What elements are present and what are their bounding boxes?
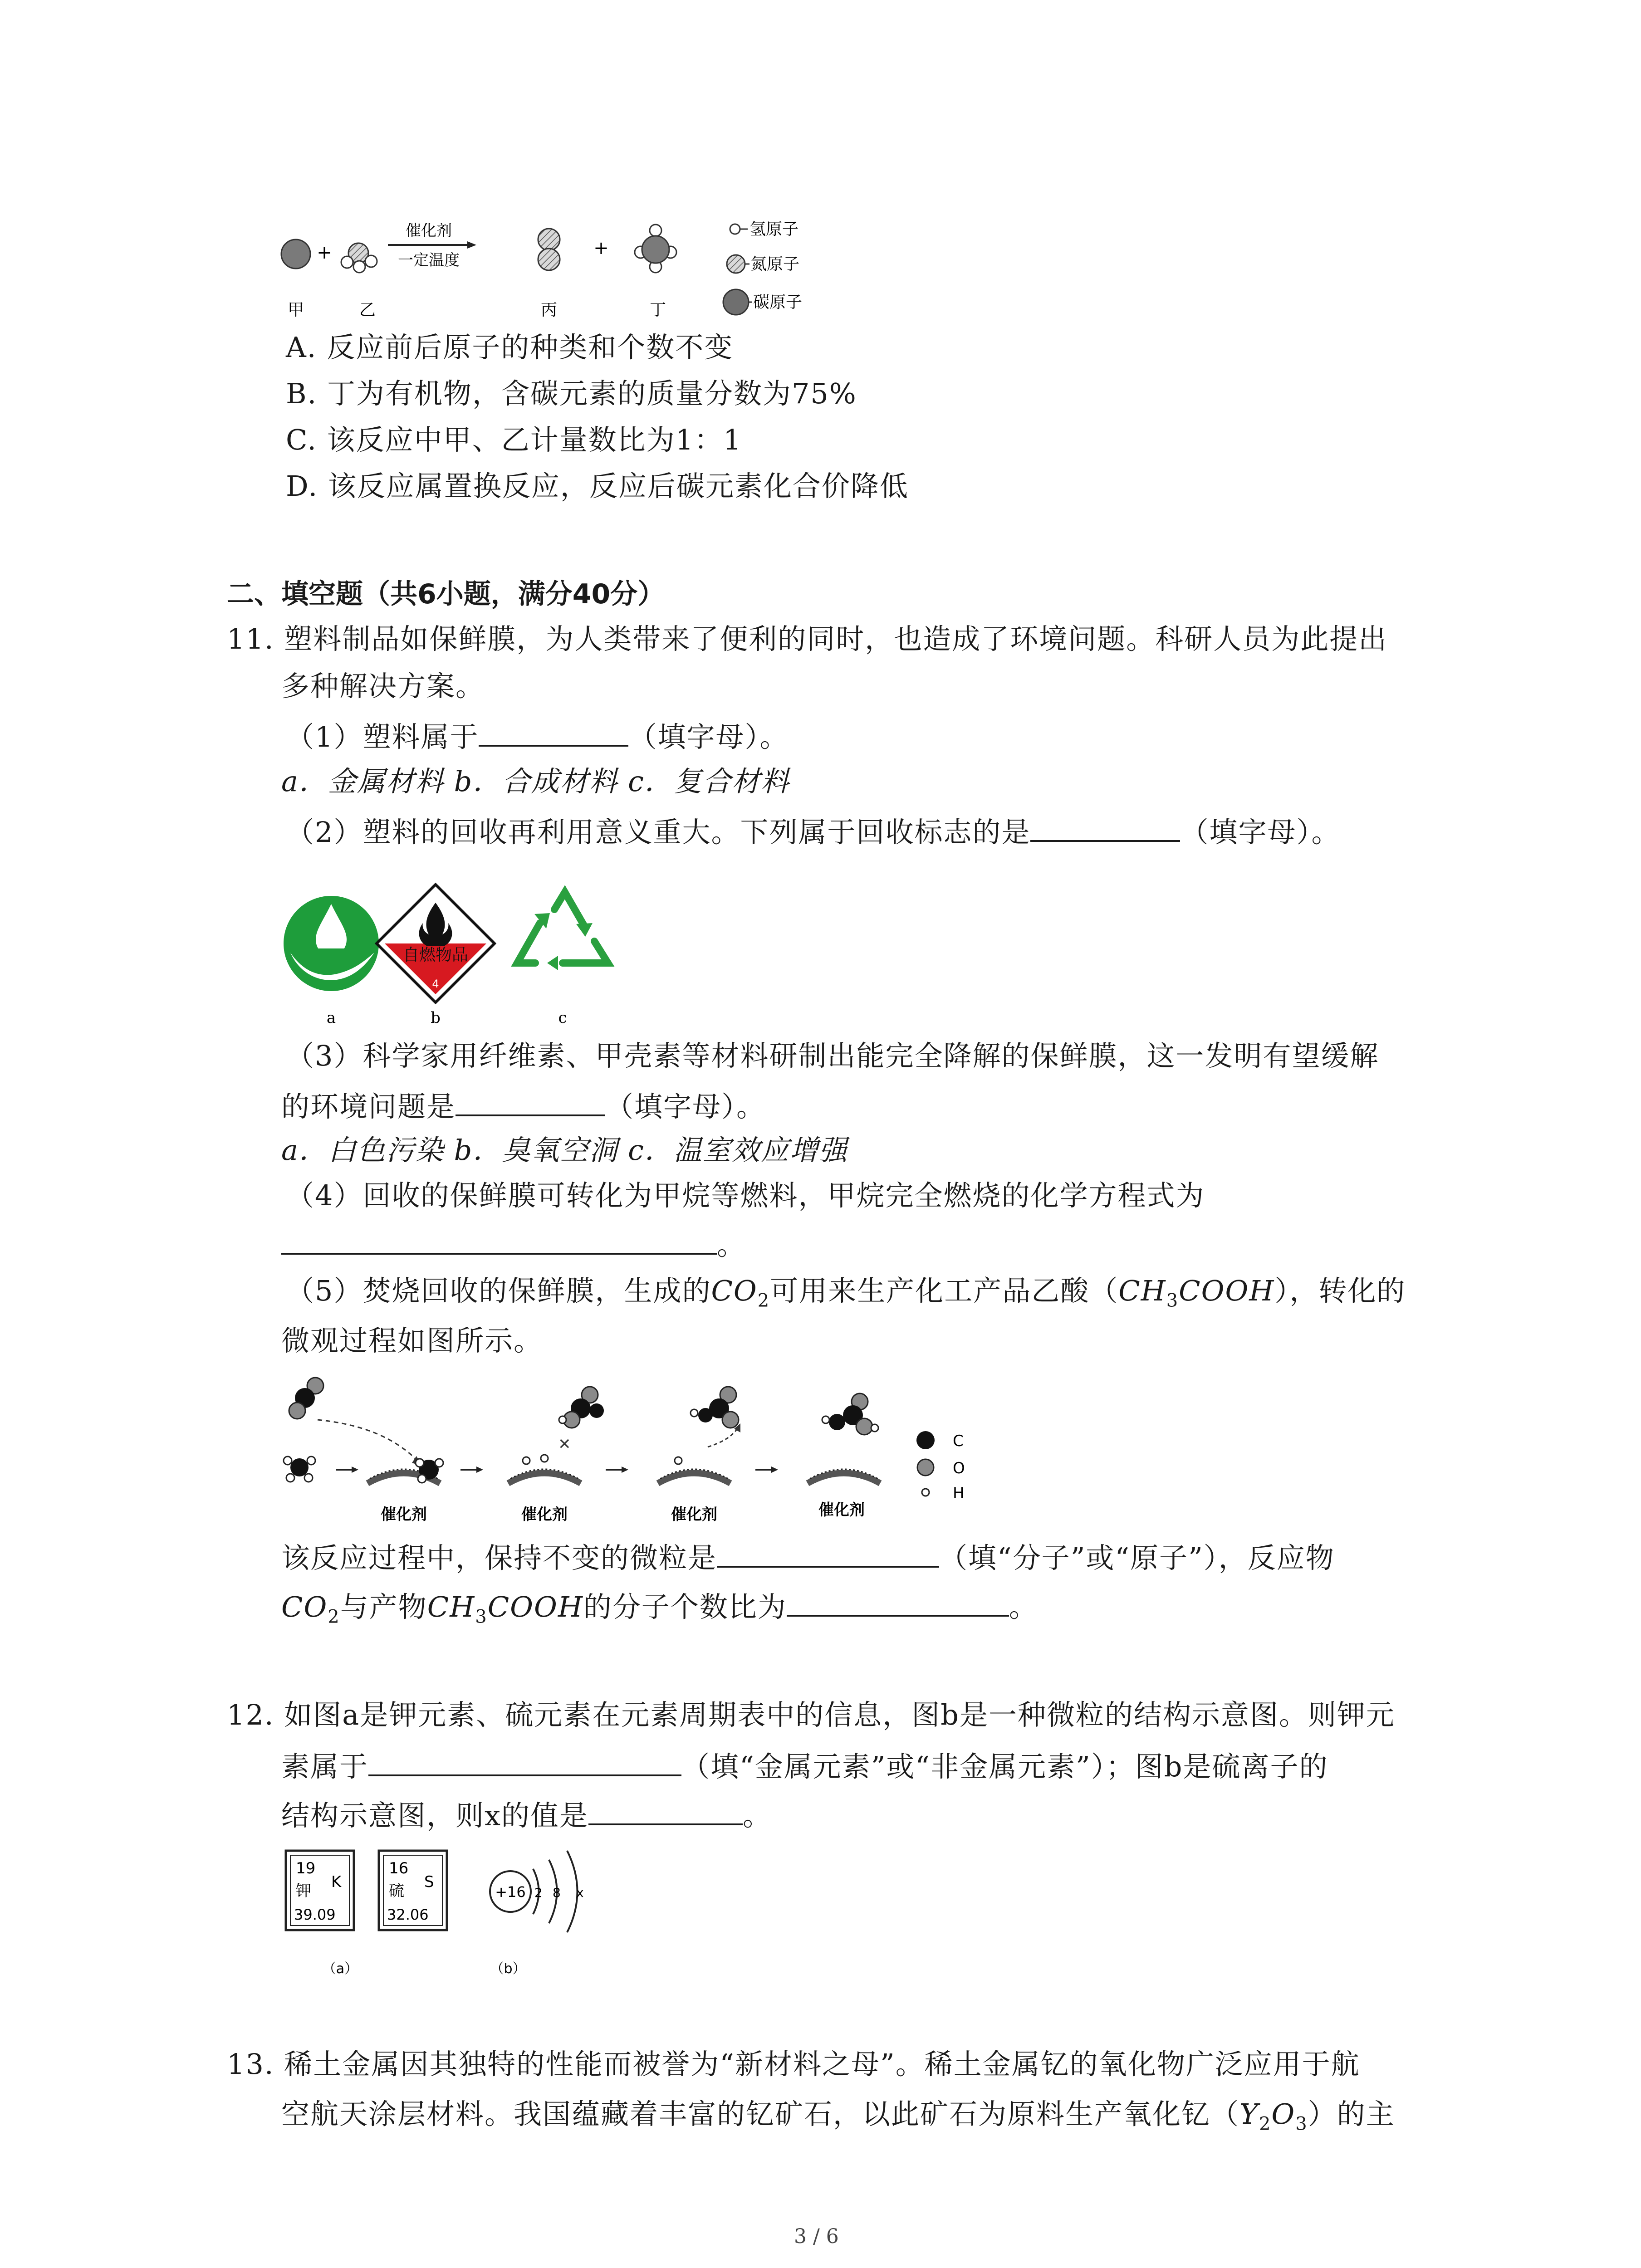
sign-label-b: b: [431, 1009, 441, 1027]
answer-blank[interactable]: [1030, 816, 1180, 842]
sign-label-c: c: [558, 1009, 567, 1027]
q13-line2: 空航天涂层材料。我国蕴藏着丰富的钇矿石，以此矿石为原料生产氧化钇$(Y_2O_3)$的主: [281, 2097, 1395, 2135]
q11-part3-options: a．白色污染 b．臭氧空洞 c．温室效应增强: [281, 1134, 848, 1167]
potassium-element-card: [286, 1851, 354, 1930]
jia-carbon-atom: [281, 240, 310, 269]
bing-molecule: [538, 229, 560, 270]
q11-part1-options: a．金属材料 b．合成材料 c．复合材料: [281, 765, 790, 798]
q12-line1: 12. 如图a是钾元素、硫元素在元素周期表中的信息，图b是一种微粒的结构示意图。则钾元: [227, 1698, 1395, 1731]
q11-part5-question-line1: 该反应过程中，保持不变的微粒是 （填“分子”或“原子”），反应物: [281, 1541, 1335, 1574]
sulfur-ion-structure: [490, 1851, 584, 1932]
s-atomic-number: 16: [389, 1859, 409, 1877]
yi-molecule: [341, 243, 377, 273]
catalyst-label-4: 催化剂: [818, 1501, 865, 1519]
q11-stem-line2: 多种解决方案。: [281, 670, 485, 703]
micro-process-diagram: [272, 1370, 989, 1533]
q11-part4-line1: （4）回收的保鲜膜可转化为甲烷等燃料，甲烷完全燃烧的化学方程式为: [286, 1179, 1205, 1212]
sign-b-text: 自燃物品: [402, 946, 469, 964]
svg-text:✕: ✕: [558, 1435, 571, 1453]
q10-option-c: C. 该反应中甲、乙计量数比为1：1: [286, 423, 742, 456]
acetic-acid-molecule: [808, 1393, 880, 1483]
q11-part3-line2: 的环境问题是 （填字母）。: [281, 1090, 766, 1123]
q11-part3-line1: （3）科学家用纤维素、甲壳素等材料研制出能完全降解的保鲜膜，这一发明有望缓解: [286, 1039, 1379, 1072]
s-symbol: S: [424, 1873, 434, 1891]
q10-reaction-diagram: [272, 213, 862, 327]
q11-part4-line2: 。: [281, 1229, 746, 1259]
micro-legend: [916, 1431, 965, 1502]
shell-2-electrons: 8: [553, 1885, 561, 1900]
legend-hydrogen: 氢原子: [749, 220, 799, 239]
catalyst-surface-1: [367, 1459, 443, 1483]
q11-stem-line1: 11. 塑料制品如保鲜膜，为人类带来了便利的同时，也造成了环境问题。科研人员为此提出: [227, 622, 1388, 655]
q12-line3: 结构示意图，则x的值是 。: [281, 1799, 772, 1832]
q10-legend: [723, 220, 802, 315]
s-mass: 32.06: [387, 1906, 429, 1923]
q12-line2: 素属于 （填“金属元素”或“非金属元素”）；图b是硫离子的: [281, 1750, 1328, 1783]
q11-part5-line1: （5）焚烧回收的保鲜膜，生成的$CO_2$可用来生产化工产品乙酸$(CH_3COOH)$，转化的: [286, 1274, 1406, 1311]
k-name: 钾: [296, 1882, 311, 1900]
catalyst-label-2: 催化剂: [521, 1505, 568, 1524]
plus-sign: +: [593, 238, 609, 259]
label-yi: 乙: [359, 301, 376, 319]
catalyst-label: 催化剂: [406, 222, 452, 240]
k-mass: 39.09: [294, 1906, 336, 1923]
ding-molecule: [635, 225, 676, 273]
caption-b: （b）: [490, 1961, 526, 1977]
label-jia: 甲: [287, 301, 304, 319]
plus-sign: +: [317, 242, 332, 263]
catalyst-surface-2: [508, 1387, 604, 1483]
legend-c: C: [953, 1432, 964, 1450]
q11-part5-line2: 微观过程如图所示。: [281, 1324, 543, 1357]
answer-blank[interactable]: [787, 1591, 1009, 1617]
page-number: 3 / 6: [794, 2225, 839, 2248]
answer-blank[interactable]: [368, 1751, 681, 1776]
s-name: 硫: [389, 1882, 404, 1900]
q11-part5-question-line2: $CO_2$与产物$CH_3COOH$的分子个数比为 。: [281, 1590, 1038, 1628]
sulfur-element-card: [379, 1851, 447, 1930]
catalyst-surface-3: [658, 1387, 740, 1483]
q13-line1: 13. 稀土金属因其独特的性能而被誉为“新材料之母”。稀土金属钇的氧化物广泛应用于航: [227, 2048, 1360, 2081]
answer-blank[interactable]: [717, 1542, 939, 1568]
nucleus-charge: +16: [495, 1883, 526, 1901]
recycling-signs-figure: [272, 860, 726, 1032]
label-bing: 丙: [540, 301, 558, 319]
sign-label-a: a: [326, 1009, 336, 1027]
q10-option-b: B. 丁为有机物，含碳元素的质量分数为75%: [286, 377, 857, 410]
answer-blank[interactable]: [456, 1091, 605, 1116]
shell-1-electrons: 2: [534, 1885, 543, 1900]
ch4-molecule: [284, 1457, 315, 1482]
q11-part2: （2）塑料的回收再利用意义重大。下列属于回收标志的是 （填字母）。: [286, 816, 1341, 849]
label-ding: 丁: [649, 301, 666, 319]
answer-blank[interactable]: [281, 1229, 717, 1255]
k-symbol: K: [331, 1873, 342, 1891]
sign-c-recycle-icon: [517, 892, 608, 970]
shell-3-electrons: x: [576, 1885, 584, 1900]
answer-blank[interactable]: [479, 721, 628, 747]
answer-blank[interactable]: [588, 1800, 743, 1825]
legend-nitrogen: 氮原子: [750, 255, 800, 274]
section-title: 二、填空题（共6小题，满分40分）: [227, 578, 665, 610]
legend-carbon: 碳原子: [753, 293, 803, 312]
sign-b-hazard-icon: [377, 885, 495, 1002]
sign-b-number: 4: [432, 978, 439, 990]
k-atomic-number: 19: [296, 1859, 316, 1877]
q10-option-d: D. 该反应属置换反应，反应后碳元素化合价降低: [286, 469, 909, 503]
q12-figure: [277, 1842, 622, 1991]
sign-a-water-saving-icon: [284, 896, 379, 991]
q10-option-a: A. 反应前后原子的种类和个数不变: [286, 331, 734, 364]
legend-h: H: [953, 1484, 965, 1502]
co2-molecule-top: [289, 1378, 323, 1419]
temperature-label: 一定温度: [398, 251, 460, 269]
legend-o: O: [953, 1459, 965, 1477]
caption-a: （a）: [322, 1961, 358, 1977]
q11-part1: （1）塑料属于 （填字母）。: [286, 720, 789, 753]
catalyst-label-3: 催化剂: [671, 1505, 717, 1524]
catalyst-label-1: 催化剂: [381, 1505, 427, 1524]
